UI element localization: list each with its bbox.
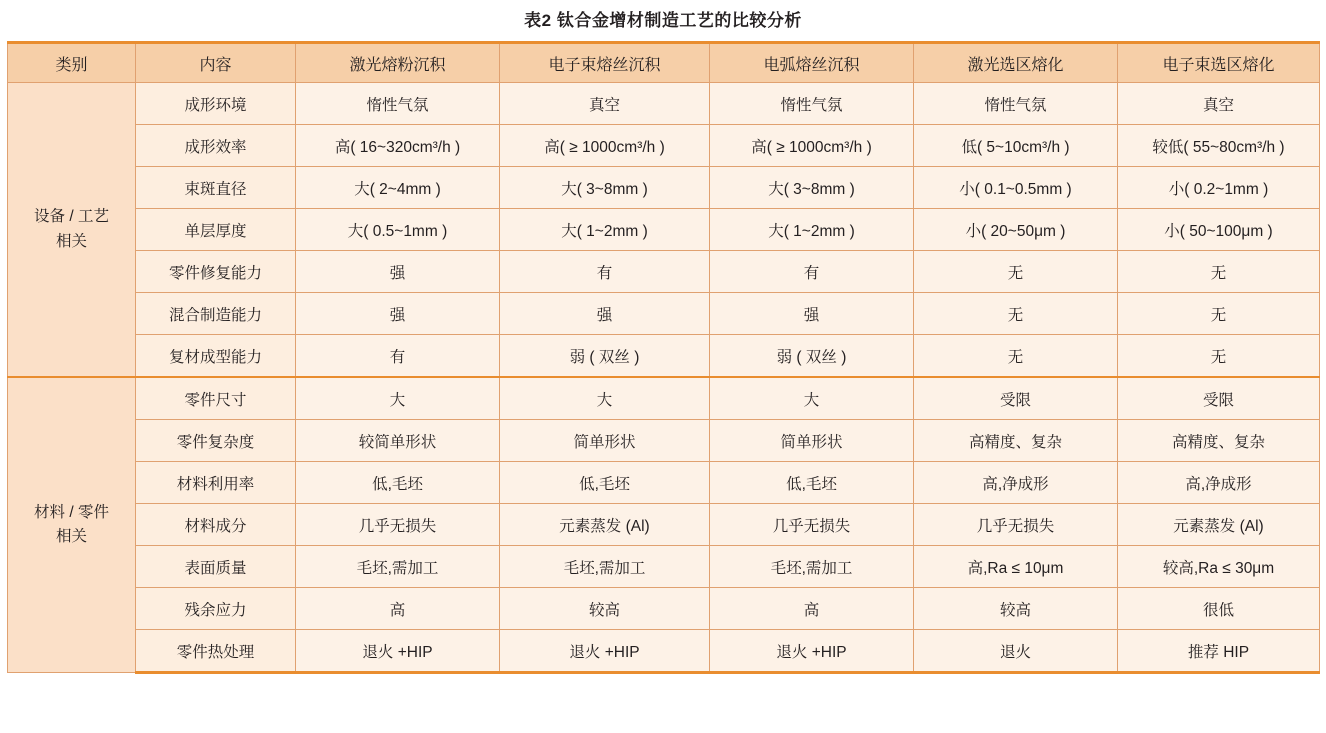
cell-value: 简单形状 bbox=[500, 420, 710, 462]
cell-value: 有 bbox=[500, 251, 710, 293]
header-cell-lmd: 激光熔粉沉积 bbox=[296, 43, 500, 83]
cell-value: 高( 16~320cm³/h ) bbox=[296, 125, 500, 167]
table-row bbox=[8, 377, 1320, 420]
table-row bbox=[8, 83, 1320, 125]
cell-value: 大( 3~8mm ) bbox=[500, 167, 710, 209]
table-row bbox=[8, 335, 1320, 378]
cell-value: 退火 +HIP bbox=[296, 630, 500, 673]
row-label: 材料利用率 bbox=[136, 462, 296, 504]
row-label: 成形效率 bbox=[136, 125, 296, 167]
table-header-row bbox=[8, 43, 1320, 83]
category-cell-equipment: 设备 / 工艺 相关 bbox=[8, 83, 136, 378]
cell-value: 高 bbox=[710, 588, 914, 630]
cell-value: 惰性气氛 bbox=[296, 83, 500, 125]
cell-value: 弱 ( 双丝 ) bbox=[710, 335, 914, 378]
cell-value: 高 bbox=[296, 588, 500, 630]
row-label: 残余应力 bbox=[136, 588, 296, 630]
cell-value: 受限 bbox=[914, 377, 1118, 420]
header-cell-content: 内容 bbox=[136, 43, 296, 83]
table-row bbox=[8, 462, 1320, 504]
cell-value: 几乎无损失 bbox=[296, 504, 500, 546]
cell-value: 较高 bbox=[914, 588, 1118, 630]
cell-value: 高,净成形 bbox=[1118, 462, 1320, 504]
comparison-table bbox=[7, 41, 1320, 674]
row-label: 材料成分 bbox=[136, 504, 296, 546]
cell-value: 高精度、复杂 bbox=[914, 420, 1118, 462]
cell-value: 较简单形状 bbox=[296, 420, 500, 462]
header-cell-ebm: 电子束选区熔化 bbox=[1118, 43, 1320, 83]
table-row bbox=[8, 293, 1320, 335]
cell-value: 大 bbox=[710, 377, 914, 420]
row-label: 表面质量 bbox=[136, 546, 296, 588]
cell-value: 大 bbox=[500, 377, 710, 420]
cell-value: 毛坯,需加工 bbox=[710, 546, 914, 588]
cell-value: 大( 1~2mm ) bbox=[710, 209, 914, 251]
row-label: 零件尺寸 bbox=[136, 377, 296, 420]
cell-value: 大 bbox=[296, 377, 500, 420]
row-label: 单层厚度 bbox=[136, 209, 296, 251]
table-caption: 表2 钛合金增材制造工艺的比较分析 bbox=[524, 11, 802, 30]
cell-value: 几乎无损失 bbox=[710, 504, 914, 546]
cell-value: 无 bbox=[1118, 335, 1320, 378]
cell-value: 高,净成形 bbox=[914, 462, 1118, 504]
cell-value: 较低( 55~80cm³/h ) bbox=[1118, 125, 1320, 167]
cell-value: 高( ≥ 1000cm³/h ) bbox=[500, 125, 710, 167]
cell-value: 小( 0.2~1mm ) bbox=[1118, 167, 1320, 209]
cell-value: 大( 2~4mm ) bbox=[296, 167, 500, 209]
cell-value: 小( 20~50μm ) bbox=[914, 209, 1118, 251]
cell-value: 无 bbox=[1118, 251, 1320, 293]
cell-value: 真空 bbox=[1118, 83, 1320, 125]
cell-value: 较高,Ra ≤ 30μm bbox=[1118, 546, 1320, 588]
header-cell-slm: 激光选区熔化 bbox=[914, 43, 1118, 83]
cell-value: 退火 +HIP bbox=[710, 630, 914, 673]
cell-value: 大( 3~8mm ) bbox=[710, 167, 914, 209]
table-row bbox=[8, 125, 1320, 167]
category-cell-material: 材料 / 零件 相关 bbox=[8, 377, 136, 673]
cell-value: 小( 0.1~0.5mm ) bbox=[914, 167, 1118, 209]
cell-value: 高( ≥ 1000cm³/h ) bbox=[710, 125, 914, 167]
cell-value: 强 bbox=[296, 251, 500, 293]
cell-value: 较高 bbox=[500, 588, 710, 630]
cell-value: 惰性气氛 bbox=[914, 83, 1118, 125]
row-label: 零件热处理 bbox=[136, 630, 296, 673]
cell-value: 低,毛坯 bbox=[500, 462, 710, 504]
cell-value: 强 bbox=[296, 293, 500, 335]
cell-value: 低,毛坯 bbox=[296, 462, 500, 504]
cell-value: 元素蒸发 (Al) bbox=[1118, 504, 1320, 546]
cell-value: 低( 5~10cm³/h ) bbox=[914, 125, 1118, 167]
table-row bbox=[8, 630, 1320, 673]
cell-value: 退火 +HIP bbox=[500, 630, 710, 673]
cell-value: 受限 bbox=[1118, 377, 1320, 420]
row-label: 成形环境 bbox=[136, 83, 296, 125]
cell-value: 退火 bbox=[914, 630, 1118, 673]
cell-value: 小( 50~100μm ) bbox=[1118, 209, 1320, 251]
cell-value: 毛坯,需加工 bbox=[500, 546, 710, 588]
cell-value: 简单形状 bbox=[710, 420, 914, 462]
table-row bbox=[8, 546, 1320, 588]
cell-value: 推荐 HIP bbox=[1118, 630, 1320, 673]
table-row bbox=[8, 167, 1320, 209]
table-row bbox=[8, 588, 1320, 630]
cell-value: 很低 bbox=[1118, 588, 1320, 630]
cell-value: 毛坯,需加工 bbox=[296, 546, 500, 588]
cell-value: 无 bbox=[914, 335, 1118, 378]
cell-value: 高精度、复杂 bbox=[1118, 420, 1320, 462]
cell-value: 大( 0.5~1mm ) bbox=[296, 209, 500, 251]
header-cell-category: 类别 bbox=[8, 43, 136, 83]
cell-value: 高,Ra ≤ 10μm bbox=[914, 546, 1118, 588]
row-label: 束斑直径 bbox=[136, 167, 296, 209]
row-label: 复材成型能力 bbox=[136, 335, 296, 378]
cell-value: 惰性气氛 bbox=[710, 83, 914, 125]
header-cell-waam: 电弧熔丝沉积 bbox=[710, 43, 914, 83]
cell-value: 有 bbox=[296, 335, 500, 378]
table-row bbox=[8, 251, 1320, 293]
cell-value: 真空 bbox=[500, 83, 710, 125]
cell-value: 强 bbox=[500, 293, 710, 335]
cell-value: 大( 1~2mm ) bbox=[500, 209, 710, 251]
cell-value: 强 bbox=[710, 293, 914, 335]
cell-value: 弱 ( 双丝 ) bbox=[500, 335, 710, 378]
row-label: 零件修复能力 bbox=[136, 251, 296, 293]
header-cell-ebf: 电子束熔丝沉积 bbox=[500, 43, 710, 83]
cell-value: 有 bbox=[710, 251, 914, 293]
cell-value: 几乎无损失 bbox=[914, 504, 1118, 546]
cell-value: 元素蒸发 (Al) bbox=[500, 504, 710, 546]
row-label: 混合制造能力 bbox=[136, 293, 296, 335]
cell-value: 无 bbox=[914, 251, 1118, 293]
table-row bbox=[8, 420, 1320, 462]
table-row bbox=[8, 209, 1320, 251]
cell-value: 无 bbox=[914, 293, 1118, 335]
cell-value: 低,毛坯 bbox=[710, 462, 914, 504]
table-row bbox=[8, 504, 1320, 546]
cell-value: 无 bbox=[1118, 293, 1320, 335]
row-label: 零件复杂度 bbox=[136, 420, 296, 462]
